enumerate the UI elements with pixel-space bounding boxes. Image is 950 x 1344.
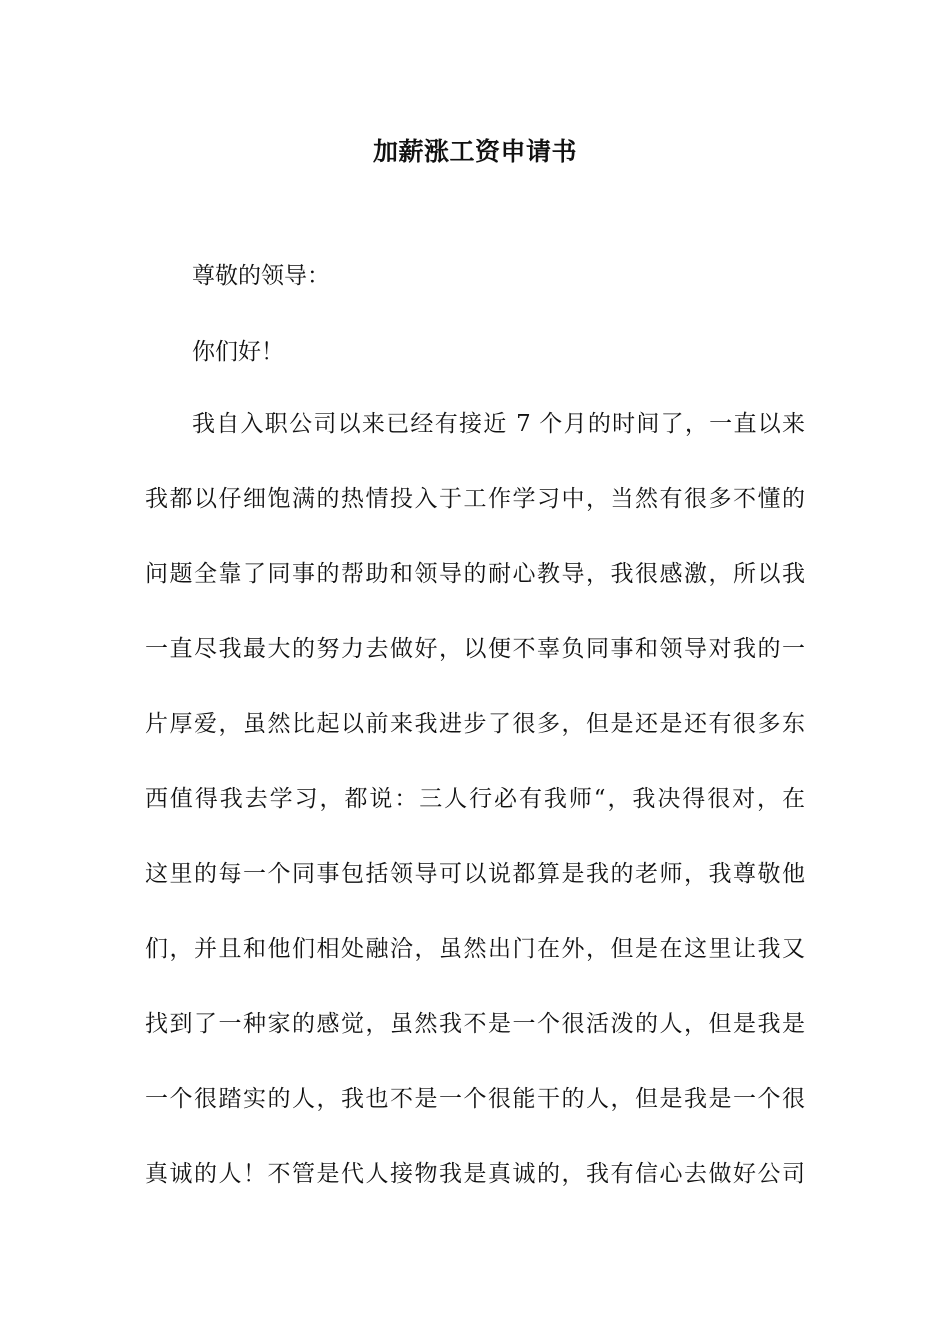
body-line: 一个很踏实的人，我也不是一个很能干的人，但是我是一个很 <box>145 1086 805 1112</box>
body-line: 西值得我去学习，都说：三人行必有我师“，我决得很对，在 <box>145 786 805 812</box>
document-title: 加薪涨工资申请书 <box>372 137 577 166</box>
greeting: 你们好！ <box>192 339 284 365</box>
body-line: 一直尽我最大的努力去做好，以便不辜负同事和领导对我的一 <box>145 636 805 662</box>
body-line: 真诚的人！不管是代人接物我是真诚的，我有信心去做好公司 <box>145 1161 805 1187</box>
body-line: 找到了一种家的感觉，虽然我不是一个很活泼的人，但是我是 <box>145 1011 805 1037</box>
salutation: 尊敬的领导： <box>192 263 330 289</box>
body-line: 们，并且和他们相处融洽，虽然出门在外，但是在这里让我又 <box>145 936 805 962</box>
body-line: 我自入职公司以来已经有接近 7 个月的时间了，一直以来 <box>192 411 805 437</box>
body-line: 我都以仔细饱满的热情投入于工作学习中，当然有很多不懂的 <box>145 486 805 512</box>
body-line: 问题全靠了同事的帮助和领导的耐心教导，我很感激，所以我 <box>145 561 805 587</box>
body-line: 这里的每一个同事包括领导可以说都算是我的老师，我尊敬他 <box>145 861 805 887</box>
body-paragraph <box>145 407 805 1232</box>
body-line: 片厚爱，虽然比起以前来我进步了很多，但是还是还有很多东 <box>145 711 805 737</box>
